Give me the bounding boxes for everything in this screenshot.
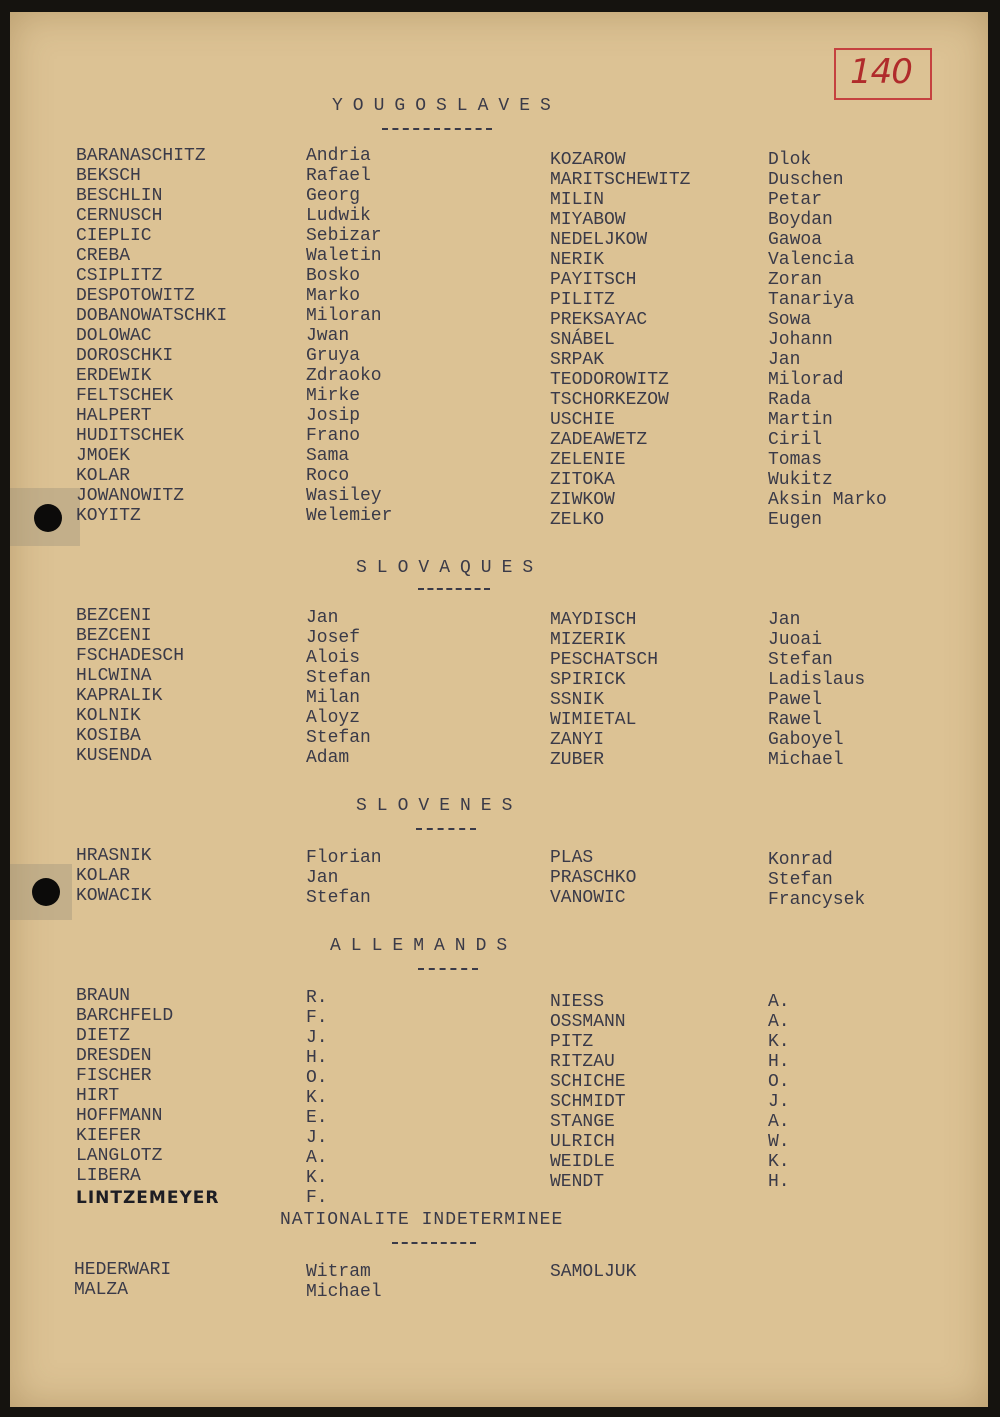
name-entry: PESCHATSCH: [550, 650, 659, 670]
name-entry: JOWANOWITZ: [76, 486, 185, 506]
name-entry: Gawoa: [768, 230, 823, 250]
name-entry: MILIN: [550, 190, 605, 210]
name-entry: Jan: [768, 610, 801, 630]
section-heading-yougoslaves: YOUGOSLAVES: [332, 96, 561, 116]
name-entry: WENDT: [550, 1172, 605, 1192]
name-entry: Milan: [306, 688, 361, 708]
allemands-initial-column-2: [768, 992, 790, 1192]
name-entry: SCHICHE: [550, 1072, 626, 1092]
name-entry: BEZCENI: [76, 606, 152, 626]
slovaques-surname-column-2: [550, 610, 658, 770]
heading-underline: [418, 588, 490, 590]
name-entry: HOFFMANN: [76, 1106, 163, 1126]
name-entry: Zoran: [768, 270, 823, 290]
yougoslaves-surname-column-2: [550, 150, 690, 530]
name-entry: Francysek: [768, 890, 866, 910]
yougoslaves-firstname-column-2: [768, 150, 887, 530]
name-entry: ZANYI: [550, 730, 605, 750]
name-entry: Boydan: [768, 210, 833, 230]
name-entry: Josip: [306, 406, 361, 426]
name-entry: BARANASCHITZ: [76, 146, 206, 166]
name-entry: USCHIE: [550, 410, 615, 430]
name-entry: K.: [768, 1032, 790, 1052]
name-entry: Georg: [306, 186, 361, 206]
punch-hole: [32, 878, 60, 906]
name-entry: Roco: [306, 466, 350, 486]
name-entry: Eugen: [768, 510, 823, 530]
slovenes-surname-column: [76, 846, 152, 906]
section-heading-allemands: ALLEMANDS: [330, 936, 518, 956]
name-entry: MIZERIK: [550, 630, 626, 650]
name-entry: Dlok: [768, 150, 812, 170]
name-entry: Bosko: [306, 266, 361, 286]
name-entry: PREKSAYAC: [550, 310, 648, 330]
indeterminee-firstname-column: [306, 1262, 382, 1302]
name-entry: Rawel: [768, 710, 823, 730]
name-entry: Stefan: [306, 728, 371, 748]
name-entry: HEDERWARI: [74, 1260, 172, 1280]
name-entry: KOYITZ: [76, 506, 141, 526]
allemands-surname-column-2: [550, 992, 626, 1192]
name-entry: PRASCHKO: [550, 868, 637, 888]
name-entry: J.: [306, 1128, 328, 1148]
name-entry: K.: [306, 1088, 328, 1108]
allemands-surname-column: [76, 986, 173, 1186]
name-entry: Sowa: [768, 310, 812, 330]
indeterminee-surname-column: [74, 1260, 171, 1300]
name-entry: Rafael: [306, 166, 371, 186]
name-entry: BESCHLIN: [76, 186, 163, 206]
name-entry: Ladislaus: [768, 670, 866, 690]
name-entry: PITZ: [550, 1032, 594, 1052]
name-entry: Josef: [306, 628, 361, 648]
slovaques-firstname-column: [306, 608, 371, 768]
name-entry: RITZAU: [550, 1052, 615, 1072]
yougoslaves-firstname-column: [306, 146, 392, 526]
name-entry: SNÁBEL: [550, 330, 615, 350]
name-entry: Rada: [768, 390, 812, 410]
name-entry: H.: [768, 1052, 790, 1072]
name-entry: FSCHADESCH: [76, 646, 185, 666]
name-entry: DOBANOWATSCHKI: [76, 306, 228, 326]
name-entry: J.: [768, 1092, 790, 1112]
name-entry: LANGLOTZ: [76, 1146, 163, 1166]
slovaques-firstname-column-2: [768, 610, 865, 770]
name-entry: Jan: [306, 608, 339, 628]
name-entry: VANOWIC: [550, 888, 626, 908]
name-entry: LIBERA: [76, 1166, 141, 1186]
name-entry: R.: [306, 988, 328, 1008]
name-entry: KUSENDA: [76, 746, 152, 766]
name-entry: ZADEAWETZ: [550, 430, 648, 450]
name-entry: Tomas: [768, 450, 823, 470]
name-entry: Marko: [306, 286, 361, 306]
name-entry: Duschen: [768, 170, 844, 190]
name-entry: KOLAR: [76, 466, 131, 486]
name-entry: E.: [306, 1108, 328, 1128]
name-entry: OSSMANN: [550, 1012, 626, 1032]
name-entry: KOSIBA: [76, 726, 141, 746]
name-entry: A.: [306, 1148, 328, 1168]
name-entry: WIMIETAL: [550, 710, 637, 730]
name-entry: CSIPLITZ: [76, 266, 163, 286]
name-entry: Frano: [306, 426, 361, 446]
name-entry: HALPERT: [76, 406, 152, 426]
name-entry: K.: [306, 1168, 328, 1188]
name-entry: Welemier: [306, 506, 393, 526]
heading-underline: [382, 128, 492, 130]
name-entry: Sebizar: [306, 226, 382, 246]
name-entry: STANGE: [550, 1112, 615, 1132]
name-entry: NEDELJKOW: [550, 230, 648, 250]
name-entry: O.: [768, 1072, 790, 1092]
name-entry: Ludwik: [306, 206, 371, 226]
name-entry: HRASNIK: [76, 846, 152, 866]
name-entry: Wukitz: [768, 470, 833, 490]
name-entry: PILITZ: [550, 290, 615, 310]
heading-underline: [418, 968, 478, 970]
name-entry: Andria: [306, 146, 371, 166]
name-entry: Petar: [768, 190, 823, 210]
name-entry: SPIRICK: [550, 670, 626, 690]
heading-underline: [416, 828, 476, 830]
name-entry: FELTSCHEK: [76, 386, 174, 406]
name-entry: F.: [306, 1188, 328, 1208]
heading-underline: [392, 1242, 476, 1244]
name-entry: Konrad: [768, 850, 833, 870]
name-entry: DRESDEN: [76, 1046, 152, 1066]
name-entry: PLAS: [550, 848, 594, 868]
name-entry: A.: [768, 1012, 790, 1032]
punch-hole: [34, 504, 62, 532]
name-entry: SAMOLJUK: [550, 1262, 637, 1282]
name-entry: HLCWINA: [76, 666, 152, 686]
name-entry: MARITSCHEWITZ: [550, 170, 691, 190]
name-entry: KOLAR: [76, 866, 131, 886]
slovenes-firstname-column-2: [768, 850, 865, 910]
name-entry: Jan: [768, 350, 801, 370]
name-entry: Stefan: [768, 870, 833, 890]
indeterminee-surname-column-2: [550, 1262, 636, 1282]
name-entry: Florian: [306, 848, 382, 868]
name-entry: Stefan: [306, 888, 371, 908]
name-entry: TEODOROWITZ: [550, 370, 669, 390]
page-number-stamp: [834, 48, 932, 100]
name-entry: Witram: [306, 1262, 371, 1282]
name-entry: MALZA: [74, 1280, 129, 1300]
name-entry: Mirke: [306, 386, 361, 406]
name-entry: Ciril: [768, 430, 823, 450]
name-entry: HIRT: [76, 1086, 120, 1106]
name-entry: ERDEWIK: [76, 366, 152, 386]
allemands-initial-column: [306, 988, 328, 1208]
section-heading-slovenes: SLOVENES: [356, 796, 523, 816]
name-entry: NERIK: [550, 250, 605, 270]
name-entry: ZITOKA: [550, 470, 615, 490]
name-entry: Adam: [306, 748, 350, 768]
name-entry: Miloran: [306, 306, 382, 326]
name-entry: ZELENIE: [550, 450, 626, 470]
name-entry: Pawel: [768, 690, 823, 710]
name-entry: NIESS: [550, 992, 605, 1012]
name-entry: TSCHORKEZOW: [550, 390, 669, 410]
slovaques-surname-column: [76, 606, 184, 766]
page-number: 140: [850, 52, 912, 92]
name-entry: KOWACIK: [76, 886, 152, 906]
name-entry: Zdraoko: [306, 366, 382, 386]
name-entry: K.: [768, 1152, 790, 1172]
name-entry: A.: [768, 992, 790, 1012]
name-entry: Waletin: [306, 246, 382, 266]
name-entry: Gaboyel: [768, 730, 844, 750]
yougoslaves-surname-column: [76, 146, 227, 526]
name-entry: O.: [306, 1068, 328, 1088]
name-entry: CREBA: [76, 246, 131, 266]
name-entry: Alois: [306, 648, 361, 668]
name-entry: Wasiley: [306, 486, 382, 506]
name-entry: Stefan: [768, 650, 833, 670]
name-entry: Martin: [768, 410, 833, 430]
handwritten-surname: LINTZEMEYER: [76, 1188, 220, 1208]
name-entry: Jan: [306, 868, 339, 888]
name-entry: DOROSCHKI: [76, 346, 174, 366]
name-entry: Michael: [768, 750, 844, 770]
name-entry: DESPOTOWITZ: [76, 286, 195, 306]
name-entry: Juoai: [768, 630, 823, 650]
name-entry: BEKSCH: [76, 166, 141, 186]
section-heading-slovaques: SLOVAQUES: [356, 558, 544, 578]
name-entry: FISCHER: [76, 1066, 152, 1086]
name-entry: SSNIK: [550, 690, 605, 710]
name-entry: BARCHFELD: [76, 1006, 174, 1026]
name-entry: Jwan: [306, 326, 350, 346]
name-entry: Michael: [306, 1282, 382, 1302]
name-entry: JMOEK: [76, 446, 131, 466]
name-entry: H.: [768, 1172, 790, 1192]
name-entry: KAPRALIK: [76, 686, 163, 706]
name-entry: KOZAROW: [550, 150, 626, 170]
document-page: [10, 12, 988, 1407]
name-entry: Stefan: [306, 668, 371, 688]
name-entry: KOLNIK: [76, 706, 141, 726]
name-entry: W.: [768, 1132, 790, 1152]
name-entry: DIETZ: [76, 1026, 131, 1046]
name-entry: J.: [306, 1028, 328, 1048]
name-entry: Milorad: [768, 370, 844, 390]
name-entry: A.: [768, 1112, 790, 1132]
name-entry: CIEPLIC: [76, 226, 152, 246]
name-entry: SRPAK: [550, 350, 605, 370]
name-entry: Gruya: [306, 346, 361, 366]
name-entry: Tanariya: [768, 290, 855, 310]
name-entry: DOLOWAC: [76, 326, 152, 346]
name-entry: H.: [306, 1048, 328, 1068]
name-entry: MIYABOW: [550, 210, 626, 230]
name-entry: WEIDLE: [550, 1152, 615, 1172]
name-entry: HUDITSCHEK: [76, 426, 185, 446]
name-entry: Valencia: [768, 250, 855, 270]
name-entry: MAYDISCH: [550, 610, 637, 630]
name-entry: PAYITSCH: [550, 270, 637, 290]
name-entry: Sama: [306, 446, 350, 466]
name-entry: ZUBER: [550, 750, 605, 770]
name-entry: ZELKO: [550, 510, 605, 530]
name-entry: BEZCENI: [76, 626, 152, 646]
section-heading-indeterminee: NATIONALITE INDETERMINEE: [280, 1210, 564, 1230]
name-entry: Johann: [768, 330, 833, 350]
slovenes-firstname-column: [306, 848, 382, 908]
name-entry: BRAUN: [76, 986, 131, 1006]
name-entry: Aloyz: [306, 708, 361, 728]
name-entry: ULRICH: [550, 1132, 615, 1152]
name-entry: SCHMIDT: [550, 1092, 626, 1112]
name-entry: F.: [306, 1008, 328, 1028]
name-entry: ZIWKOW: [550, 490, 615, 510]
name-entry: CERNUSCH: [76, 206, 163, 226]
name-entry: Aksin Marko: [768, 490, 887, 510]
slovenes-surname-column-2: [550, 848, 636, 908]
name-entry: KIEFER: [76, 1126, 141, 1146]
